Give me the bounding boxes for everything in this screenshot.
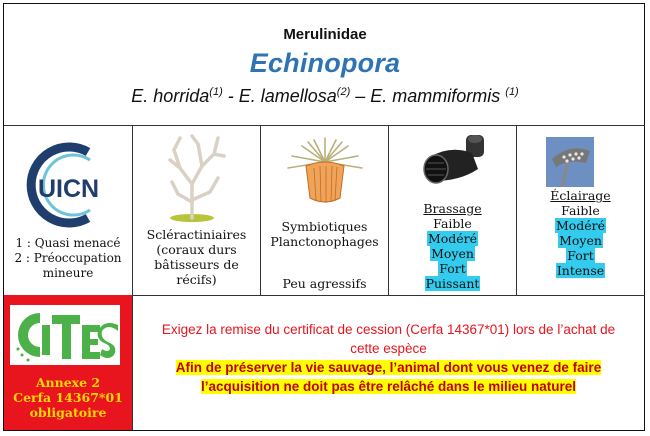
- diet-line-2: Planctonophages: [270, 234, 379, 249]
- uicn-status: [4, 236, 132, 281]
- cites-logo: [10, 305, 120, 365]
- flow-level-5: [389, 276, 516, 291]
- species-2: E. lamellosa: [238, 86, 337, 106]
- flow-title: Brassage: [423, 201, 482, 216]
- light-level-4: [517, 248, 644, 263]
- light-level-1: [517, 203, 644, 218]
- type-line-4: récifs): [176, 272, 217, 287]
- coral-type: [133, 227, 260, 287]
- species-sep-2: –: [350, 86, 371, 106]
- cites-logo-icon: [10, 305, 120, 365]
- release-warning-text-2: l’acquisition ne doit pas être relâché dans le milieu naturel: [200, 379, 577, 394]
- species-sep-1: -: [222, 86, 239, 106]
- light-level-2: [517, 218, 644, 233]
- flow-level-4: [389, 261, 516, 276]
- diet-line-1: Symbiotiques: [281, 219, 368, 234]
- species-list: [0, 86, 650, 107]
- flow-levels: [389, 201, 516, 291]
- light-level-5-text: Intense: [556, 263, 605, 278]
- species-3-ref: (1): [505, 86, 519, 98]
- cites-mandatory: obligatoire: [29, 405, 107, 420]
- flow-level-1-text: Faible: [433, 216, 472, 231]
- type-line-1: Scléractiniaires: [146, 227, 247, 242]
- species-3: E. mammiformis: [370, 86, 501, 106]
- wave-pump-icon: [420, 131, 492, 193]
- release-warning-text-1: Afin de préserver la vie sauvage, l’animal dont vous venez de faire: [175, 360, 602, 375]
- uicn-logo-icon: [16, 140, 124, 230]
- species-1-ref: (1): [209, 86, 223, 98]
- row-divider-1: [4, 125, 645, 126]
- light-level-4-text: Fort: [567, 248, 594, 263]
- family-name: Merulinidae: [283, 26, 367, 43]
- col-divider-2: [260, 125, 261, 295]
- polyp-icon: [284, 134, 366, 206]
- cites-cerfa: Cerfa 14367*01: [13, 390, 123, 405]
- species-1: E. horrida: [131, 86, 210, 106]
- uicn-logo-text: UICN: [38, 175, 100, 203]
- light-level-3-text: Moyen: [559, 233, 602, 248]
- behavior: Peu agressifs: [282, 276, 367, 291]
- light-level-1-text: Faible: [561, 203, 600, 218]
- release-warning-line-2: [133, 377, 644, 396]
- branching-coral-icon: [166, 132, 228, 224]
- release-warning-line-1: [133, 358, 644, 377]
- flow-level-4-text: Fort: [439, 261, 466, 276]
- light-level-2-text: Modéré: [555, 218, 606, 233]
- light-levels: [517, 188, 644, 278]
- flow-level-3-text: Moyen: [431, 246, 474, 261]
- certificate-notice-line-2: cette espèce: [350, 341, 427, 356]
- aquarium-light-icon: [546, 137, 594, 187]
- flow-level-2: [389, 231, 516, 246]
- certificate-notice-line-1: Exigez la remise du certificat de cession (Cerfa 14367*01) lors de l’achat de: [161, 322, 616, 337]
- flow-level-5-text: Puissant: [425, 276, 480, 291]
- diet: [261, 219, 388, 249]
- flow-level-3: [389, 246, 516, 261]
- light-level-5: [517, 263, 644, 278]
- flow-level-1: [389, 216, 516, 231]
- genus-name: Echinopora: [249, 48, 401, 78]
- uicn-line-3: mineure: [42, 266, 94, 280]
- flow-level-2-text: Modéré: [427, 231, 478, 246]
- type-line-2: (coraux durs: [156, 242, 237, 257]
- type-line-3: bâtisseurs de: [154, 257, 239, 272]
- light-title: Éclairage: [550, 188, 611, 203]
- species-2-ref: (2): [336, 86, 351, 98]
- cites-annex: Annexe 2: [35, 375, 101, 390]
- uicn-line-1: 1 : Quasi menacé: [15, 236, 121, 250]
- uicn-line-2: 2 : Préoccupation: [14, 251, 122, 265]
- light-level-3: [517, 233, 644, 248]
